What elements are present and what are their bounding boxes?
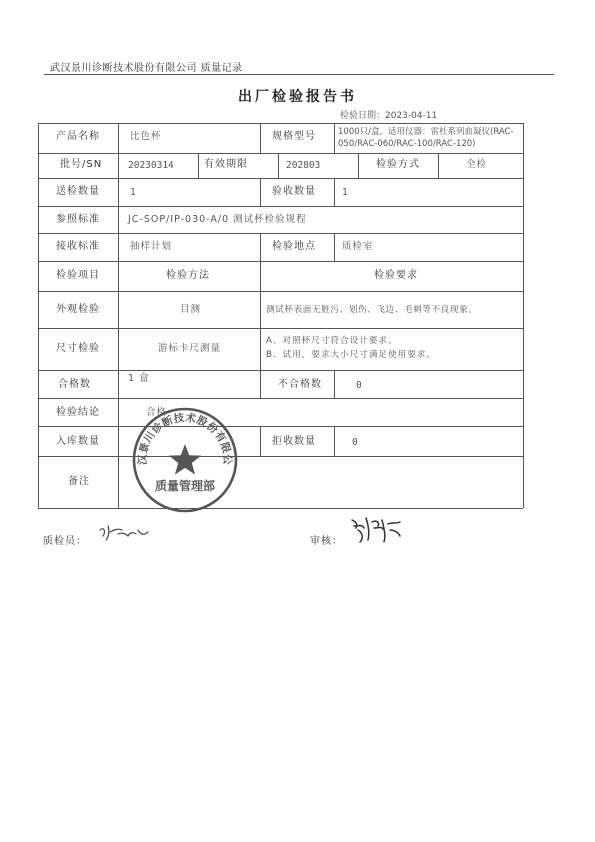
conclusion-value: 合格 xyxy=(146,407,168,418)
company-header: 武汉景川诊断技术股份有限公司 质量记录 xyxy=(50,63,243,74)
item-header: 检验项目 xyxy=(56,270,100,281)
reviewer-signature xyxy=(348,512,404,546)
product-name-value: 比色杯 xyxy=(130,131,162,142)
table-border-right xyxy=(523,123,524,508)
seal-graphic xyxy=(130,405,240,515)
row-divider xyxy=(38,233,523,234)
row-divider xyxy=(38,426,523,427)
reference-value: JC-SOP/IP-030-A/0 测试杯检验规程 xyxy=(128,214,307,225)
col-divider xyxy=(334,233,335,261)
row-divider xyxy=(38,456,523,457)
accept-qty-value: 1 xyxy=(342,187,348,198)
document-title: 出厂检验报告书 xyxy=(238,89,357,105)
col-divider xyxy=(260,123,261,153)
inspection-form-table xyxy=(38,123,523,508)
col-divider xyxy=(260,261,261,370)
col-divider xyxy=(118,123,119,508)
col-divider xyxy=(438,153,439,178)
fail-qty-value: 0 xyxy=(356,380,362,391)
batch-value: 20230314 xyxy=(128,160,174,171)
col-divider xyxy=(260,233,261,261)
method-header: 检验方法 xyxy=(166,270,210,281)
row-divider xyxy=(38,206,523,207)
product-name-label: 产品名称 xyxy=(56,131,100,142)
reject-qty-value: 0 xyxy=(352,437,358,448)
method-value: 全检 xyxy=(466,159,488,170)
inspection-date: 检验日期：2023-04-11 xyxy=(340,111,438,121)
appearance-label: 外观检验 xyxy=(56,304,100,315)
acceptance-label: 接收标准 xyxy=(56,241,100,252)
table-border-left xyxy=(38,123,39,508)
spec-value: 1000只/盒，适用仪器：雷杜系列血凝仪(RAC-050/RAC-060/RAC-100/RAC-120) xyxy=(338,127,514,149)
dimension-label: 尺寸检验 xyxy=(56,343,100,354)
location-label: 检验地点 xyxy=(272,241,316,252)
dimension-method: 游标卡尺测量 xyxy=(158,343,222,354)
col-divider xyxy=(260,426,261,456)
reject-qty-label: 拒收数量 xyxy=(272,436,316,447)
col-divider xyxy=(260,178,261,206)
col-divider xyxy=(278,153,279,178)
dimension-requirement-a: A、对照杯尺寸符合设计要求。 xyxy=(266,336,398,346)
expiry-value: 202803 xyxy=(286,160,321,171)
row-divider xyxy=(38,398,523,399)
method-label: 检验方式 xyxy=(376,159,420,170)
header-divider xyxy=(44,74,554,75)
appearance-requirement: 测试杯表面无脏污、划伤、飞边、毛刺等不良现象。 xyxy=(266,305,478,315)
appearance-method: 目测 xyxy=(180,304,202,315)
submit-qty-value: 1 xyxy=(130,187,136,198)
requirement-header: 检验要求 xyxy=(374,270,418,281)
col-divider xyxy=(334,370,335,398)
location-value: 质检室 xyxy=(342,241,374,252)
seal-ring-text: 汉景川诊断技术股份有限公 xyxy=(136,411,234,466)
pass-qty-label: 合格数 xyxy=(58,379,91,390)
remark-label: 备注 xyxy=(68,476,90,487)
expiry-label: 有效期限 xyxy=(204,159,248,170)
col-divider xyxy=(334,178,335,206)
spec-label: 规格型号 xyxy=(272,131,316,142)
col-divider xyxy=(334,426,335,456)
stock-qty-label: 入库数量 xyxy=(56,436,100,447)
acceptance-value: 抽样计划 xyxy=(130,241,173,252)
table-border-bottom xyxy=(38,508,523,509)
reference-label: 参照标准 xyxy=(56,214,100,225)
row-divider xyxy=(38,291,523,292)
accept-qty-label: 验收数量 xyxy=(272,186,316,197)
dimension-requirement-b: B、试用，要求大小尺寸满足使用要求。 xyxy=(266,350,436,360)
row-divider xyxy=(38,178,523,179)
reviewer-label: 审核： xyxy=(310,536,343,547)
col-divider xyxy=(260,370,261,398)
submit-qty-label: 送检数量 xyxy=(56,186,100,197)
inspector-label: 质检员： xyxy=(43,536,87,547)
seal-center-text: 质量管理部 xyxy=(154,479,216,493)
pass-qty-value: 1 盒 xyxy=(128,373,150,384)
table-border-top xyxy=(38,123,523,124)
quality-department-seal xyxy=(130,405,240,515)
inspector-signature xyxy=(96,518,152,544)
seal-star-icon xyxy=(169,444,201,475)
col-divider xyxy=(358,153,359,178)
row-divider xyxy=(38,261,523,262)
conclusion-label: 检验结论 xyxy=(56,407,100,418)
row-divider xyxy=(38,153,523,154)
col-divider xyxy=(334,123,335,153)
batch-label: 批号/SN xyxy=(60,159,103,170)
col-divider xyxy=(198,153,199,178)
row-divider xyxy=(38,370,523,371)
fail-qty-label: 不合格数 xyxy=(278,379,322,390)
row-divider xyxy=(38,328,523,329)
